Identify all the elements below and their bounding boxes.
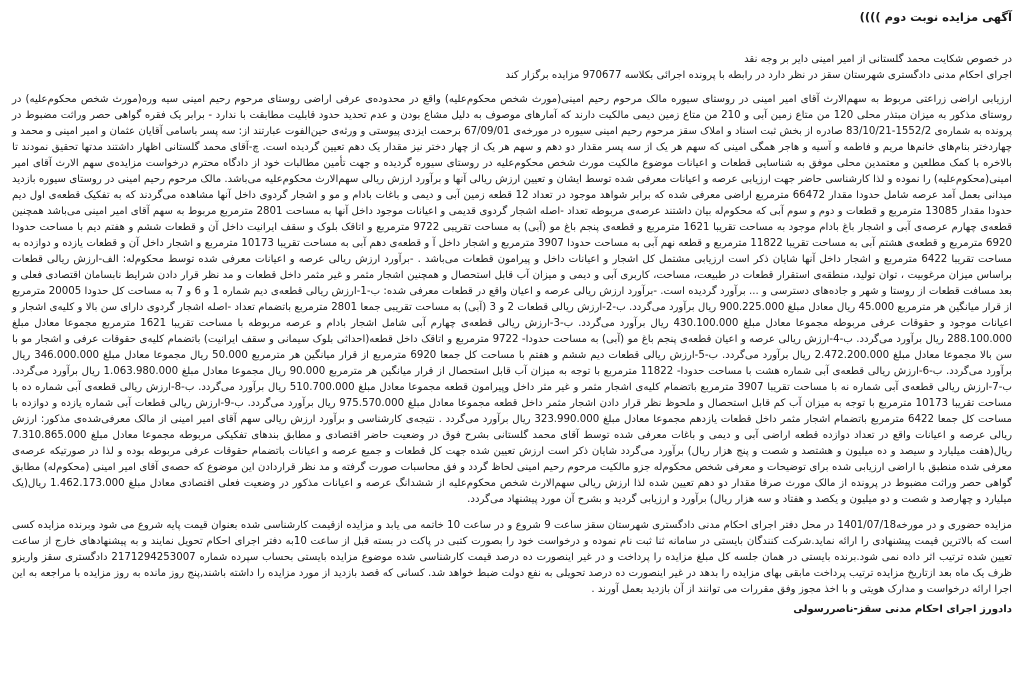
case-subject: در خصوص شکایت محمد گلستانی از امیر امینی دایر بر وجه نقد [744, 54, 1012, 65]
auction-intro: اجرای احکام مدنی دادگستری شهرستان سقز در نظر دارد در رابطه با پرونده اجرائی بکلاسه 970677 مزایده برگزار کند [505, 70, 1012, 81]
document-title: آگهی مزایده نوبت دوم )))) [859, 10, 1012, 24]
appraisal-body: ارزیابی اراضی زراعتی مربوط به سهم‌الارث آقای امیر امینی در روستای سیوره مالک مرحوم رحیم امینی(مورث شخص محکوم‌علیه) واقع در محدوده‌ی عرفی اراضی روستای مرحوم رحیم امینی سیه وره(مورث شخص محکوم‌علیه) در روستای مذکور به میزان مبتذر محلی 120 من متاع زمین آبی و 210 من متاع زمین دیمی مالکیت دارند که آمارهای موصوف به دلیل مشاع بودن و عدم تحدید حدود قابلیت مطابقت با ندارد - برابر یک فقره گواهی حصر وراثت مضبوط در پرونده به شماره‌ی 1552/2-83/10/21 صادره از بخش ثبت اسناد و املاک سقز مرحوم رحیم امینی سیوره در مورخه‌ی 67/09/01 برحمت ایزدی پیوستی و ورثه‌ی حین‌الفوت عبارتند از: سه پسر باسامی آقایان عثمان و امیر امینی و محمد و چهاردختر بنام‌های خانم‌ها مریم و فاطمه و آسیه و هاجر همگی امینی که سهم هر یک از سه پسر مقدار دو دهم و سهم هر یک از چهار دختر نیز مقدار یک دهم تعیین گردیده است. چ-آقای محمد گلستانی اظهار داشتند مدتها تحقیق نمودند تا بالاخره با کمک مطلعین و معتمدین محلی موفق به شناسایی قطعات و اعیانات موضوع مالکیت مورث شخص محکوم‌علیه در روستای سیوره گردیده و جهت تأمین مطالبات خود از دادگاه محترم درخواست مزایده‌ی سهم الارث آقای امیر امینی(محکوم‌علیه) را نموده و لذا کارشناسی حاضر جهت ارزیابی عرصه و اعیانات معرفی شده توسط ایشان و تعیین ارزش ریالی آنها و برآورد ارزش ریالی سهم‌الارث محکوم‌علیه می‌باشد. مالک مرحوم رحیم امینی در روستای سیوره بازدید میدانی بعمل آمد عرصه شامل حدودا مقدار 66472 مترمربع اراضی معرفی شده که برابر شواهد موجود در تعداد 12 قطعه زمین آبی و دیمی و باغات بادام و مو و اشجار گردوی داخل آنها مشاهده می‌گردند که به تفکیک قطعه‌ی اول دیم حدودا مقدار 13085 مترمربع و قطعات و دوم و سوم آبی که محکوم‌له بیان داشتند عرصه‌ی مربوطه تعداد -اصله اشجار گردوی قدیمی و اعیانات موجود داخل آنها به مساحت 2801 مترمربع مربوط به سهم آقای امیر امینی می‌باشد همچنین قطعه‌ی چهارم عرصه‌ی آبی و اشجار باغ بادام موجود به مساحت تقریبا 1621 مترمربع و قطعه‌ی پنجم باغ مو (آبی) به مساحت تقریبی 9722 مترمربع و اتاقک بلوک و سقف ایرانیت داخل آن و قطعات ششم و هفتم دیم با مساحت حدودا 6920 مترمربع و قطعه‌ی هشتم آبی به مساحت تقریبا 11822 مترمربع و قطعه نهم آبی به مساحت حدودا 3907 مترمربع و اشجار داخل آ و قطعه‌ی دهم آبی به مساحت تقریبا 10173 مترمربع و اشجار داخل آن و قطعات یازده و دوازده به مساحت تقریبا 6422 مترمربع و اشجار داخل آنها شایان ذکر است ارزیابی مشتمل کل اشجار و اعیانات داخل و پیرامون قطعات می‌باشد . -برآورد ارزش ریالی عرصه و اعیانات معرفی شده توسط محکوم‌له: الف-ارزش ریالی قطعات براساس میزان مرغوبیت ، توان تولید، منطقه‌ی استقرار قطعات در طبیعت، مساحت، کاربری آبی و دیمی و میزان آب قابل استحصال و همچنین اشجار مثمر و غیر مثمر داخل قطعات و مد نظر قرار دادن شرایط نابسامان اقتصادی فعلی و بعد مسافت قطعات از روستا و شهر و جاده‌های دسترسی و ... برآورد گردیده است. -برآورد ارزش ریالی عرصه و اعیان واقع در قطعات معرفی شده: ب-1-ارزش ریالی قطعه‌ی دیم شماره 1 و 6 و 7 به مساحت کل حدودا 20005 مترمربع از قرار میانگین هر مترمربع 45.000 ریال معادل مبلغ 900.225.000 ریال برآورد می‌گردد. ب-2-ارزش ریالی قطعات 2 و 3 (آبی) به مساحت تقریبی جمعا 2801 مترمربع باتضمام تعداد -اصله اشجار گردوی دارای سن بالا و کلیه‌ی اشجار و اعیانات موجود و حقوقات عرفی مربوطه مجموعا معادل مبلغ 430.100.000 ریال برآورد می‌گردد. ب-3-ارزش ریالی قطعه‌ی چهارم آبی شامل اشجار بادام و عرصه مربوطه با مساحت تقریبا 1621 مترمربع مجموعا معادل مبلغ 288.100.000 ریال برآورد می‌گردد. ب-4-ارزش ریالی عرصه و اعیان قطعه‌ی پنجم باغ مو (آبی) به مساحت حدودا- 9722 مترمربع و اتاقک داخل قطعه(احداثی بلوک سیمانی و سقف ایرانیت) باتضمام کلیه‌ی حقوقات عرفی و اشجار مو با سن بالا مجموعا معادل مبلغ 2.472.200.000 ریال برآورد می‌گردد. ب-5-ارزش ریالی قطعات دیم ششم و هفتم با مساحت کل جمعا 6920 مترمربع از قرار میانگین هر مترمربع 50.000 ریال مجموعا معادل مبلغ 346.000.000 ریال برآورد می‌گردد. ب-6-ارزش ریالی قطعه‌ی آبی شماره هشت با مساحت حدودا- 11822 مترمربع با توجه به میزان آب قابل استحصال از قرار میانگین هر مترمربع 90.000 ریال مجموعا معادل مبلغ 1.063.980.000 ریال برآورد می‌گردد. ب-7-ارزش ریالی قطعه‌ی آبی شماره نه با مساحت تقریبا 3907 مترمربع باتضمام کلیه‌ی اشجار مثمر و غیر مثر داخل وپیرامون قطعه مجموعا معادل مبلغ 510.700.000 ریال برآورد می‌گردد. ب-8-ارزش ریالی قطعه‌ی آبی شماره ده با مساحت تقریبا 10173 مترمربع با توجه به میزان آب کم قابل استحصال و ملحوظ نظر قرار دادن اشجار مثمر داخل قطعه مجموعا معادل مبلغ 975.570.000 ریال برآورد می‌گردد. ب-9-ارزش ریالی قطعات آبی شماره یازده و دوازده با مساحت کل جمعا 6422 مترمربع باتضمام اشجار مثمر داخل قطعات یازدهم مجموعا معادل مبلغ 323.990.000 ریال برآورد می‌گردد . نتیجه‌ی کارشناسی و برآورد ارزش ریالی سهم آقای امیر امینی از مالک معرفی‌شده‌ی مذکور: ارزش ریالی عرصه و اعیانات واقع در تعداد دوازده قطعه اراضی آبی و دیمی و باغات معرفی شده توسط آقای محمد گلستانی بشرح فوق در وضعیت حاضر اقتصادی و مطابق بندهای تفکیکی مربوطه مجموعا معادل مبلغ 7.310.865.000 ریال(هفت میلیارد و سیصد و ده میلیون و هشتصد و شصت و پنج هزار ریال) برآورد می‌گردد شایان ذکر است ارزش تعیین شده جهت کل قطعات و جمیع عرصه و اعیانات باتضمام حقوقات عرفی مربوطه بوده و لذا در صورتیکه عرصه‌ی معرفی شده منطبق با اراضی ارزیابی شده برای توضیحات و معرفی شخص محکوم‌له جزو مالکیت مرحوم رحیم امینی لحاظ گردد و فق محاسبات صورت گرفته و مد نظر قراردادن این موضوع که حصه‌ی آقای امیر امینی (محکوم‌له) مطابق گواهی حصر وراثت مضبوط در پرونده از مالک مورث صرفا مقدار دو دهم تعیین شده لذا ارزش ریالی سهم‌الارث شخص محکوم‌علیه از ششدانگ عرصه و اعیانات مذکور در وضعیت فعلی اقتصادی معادل مبلغ 1.462.173.000 ریال(یک میلیارد و چهارصد و شصت و دو میلیون و یکصد و هفتاد و سه هزار ریال) برآورد و ارزیابی گردید و بشرح آن مورد پیشنهاد می‌گردد. [12, 94, 1013, 505]
auction-terms: مزایده حضوری و در مورخه‌1401/07/18 در محل دفتر اجرای احکام مدنی دادگستری شهرستان سقز ساعت 9 شروع و در ساعت 10 خاتمه می یابد و مزایده ازقیمت کارشناسی شده بعنوان قیمت پایه شروع می شود وبرنده مزایده کسی است که بالاترین قیمت پیشنهادی را ارائه نماید.شرکت کنندگان بایستی در سامانه ثنا ثبت نام نموده و درخواست خود را بصورت کتبی در پاکت در بسته قبل از ساعت 10به دفتر اجرای احکام تحویل نمایند و به پیشنهادهای خارج از ساعت تعیین شده ترتیب اثر داده نمی شود.برنده بایستی در همان جلسه کل مبلغ مزایده را پرداخت و در غیر اینصورت ده درصد قیمت کارشناسی شده موضوع مزایده بایستی بحساب سپرده شماره 2171294253007 دادگستری سقز واریزو ظرف یک ماه بعد ازتاریخ مزایده ترتیب پرداخت مابقی بهای مزایده را بدهد در غیر اینصورت ده درصد تحویلی به نفع دولت ضبط خواهد شد. کسانی که قصد بازدید از مورد مزایده را داشته باشند‚پنج روز مانده به روز مزایده با مراجعه به این اجرا ارائه درخواست و مدارک هویتی و با اخذ مجوز وفق مقررات می توانند از آن بازدید بعمل آورند . [12, 520, 1012, 595]
signature-line: دادورز اجرای احکام مدنی سقز-ناصررسولی [793, 604, 1012, 615]
